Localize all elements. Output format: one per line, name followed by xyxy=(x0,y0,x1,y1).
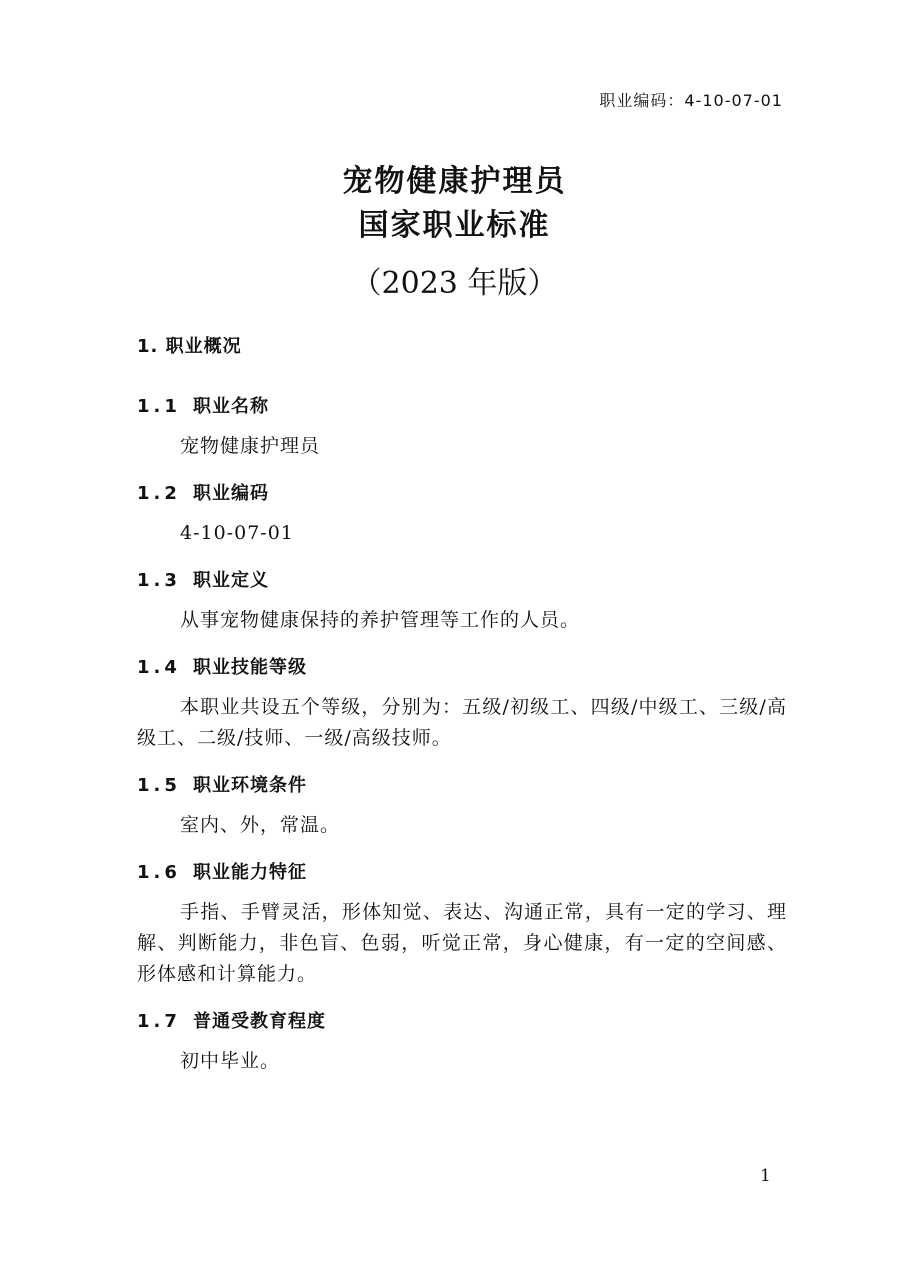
item-title: 职业名称 xyxy=(193,396,269,417)
item-text: 手指、手臂灵活，形体知觉、表达、沟通正常，具有一定的学习、理解、判断能力，非色盲、色弱，听觉正常，身心健康，有一定的空间感、形体感和计算能力。 xyxy=(137,901,787,985)
item-heading xyxy=(137,1007,787,1037)
document-body xyxy=(137,332,787,1094)
occupation-code-header: 职业编码：4-10-07-01 xyxy=(599,91,783,110)
item-work-environment xyxy=(137,771,787,841)
item-number: 1.6 xyxy=(137,862,181,883)
item-number: 1.1 xyxy=(137,396,181,417)
item-title: 职业技能等级 xyxy=(193,657,307,678)
item-number: 1.7 xyxy=(137,1011,181,1032)
item-education-level xyxy=(137,1007,787,1077)
item-number: 1.5 xyxy=(137,775,181,796)
section-heading: 1. 职业概况 xyxy=(137,336,242,357)
item-text: 本职业共设五个等级，分别为：五级/初级工、四级/中级工、三级/高级工、二级/技师、一级/高级技师。 xyxy=(137,696,787,749)
item-skill-levels xyxy=(137,653,787,754)
item-heading xyxy=(137,771,787,801)
edition-label: （2023 年版） xyxy=(351,266,558,301)
item-text: 从事宠物健康保持的养护管理等工作的人员。 xyxy=(180,609,581,631)
item-heading xyxy=(137,858,787,888)
item-number: 1.4 xyxy=(137,657,181,678)
item-title: 职业环境条件 xyxy=(193,775,307,796)
item-occupation-name xyxy=(137,392,787,462)
item-title: 普通受教育程度 xyxy=(193,1011,326,1032)
item-heading xyxy=(137,479,787,509)
item-heading xyxy=(137,566,787,596)
item-number: 1.3 xyxy=(137,570,181,591)
document-title-block xyxy=(0,160,909,306)
item-number: 1.2 xyxy=(137,483,181,504)
item-text: 初中毕业。 xyxy=(180,1050,281,1072)
item-occupation-definition xyxy=(137,566,787,636)
document-title-line-2: 国家职业标准 xyxy=(358,208,551,243)
item-text: 4-10-07-01 xyxy=(180,522,294,544)
item-heading xyxy=(137,653,787,683)
item-title: 职业能力特征 xyxy=(193,862,307,883)
item-ability-characteristics xyxy=(137,858,787,990)
page-number: 1 xyxy=(760,1166,771,1186)
item-title: 职业定义 xyxy=(193,570,269,591)
item-heading xyxy=(137,392,787,422)
item-text: 室内、外，常温。 xyxy=(180,814,341,836)
item-title: 职业编码 xyxy=(193,483,269,504)
item-text: 宠物健康护理员 xyxy=(180,435,321,457)
item-occupation-code xyxy=(137,479,787,549)
document-title-line-1: 宠物健康护理员 xyxy=(342,164,567,199)
